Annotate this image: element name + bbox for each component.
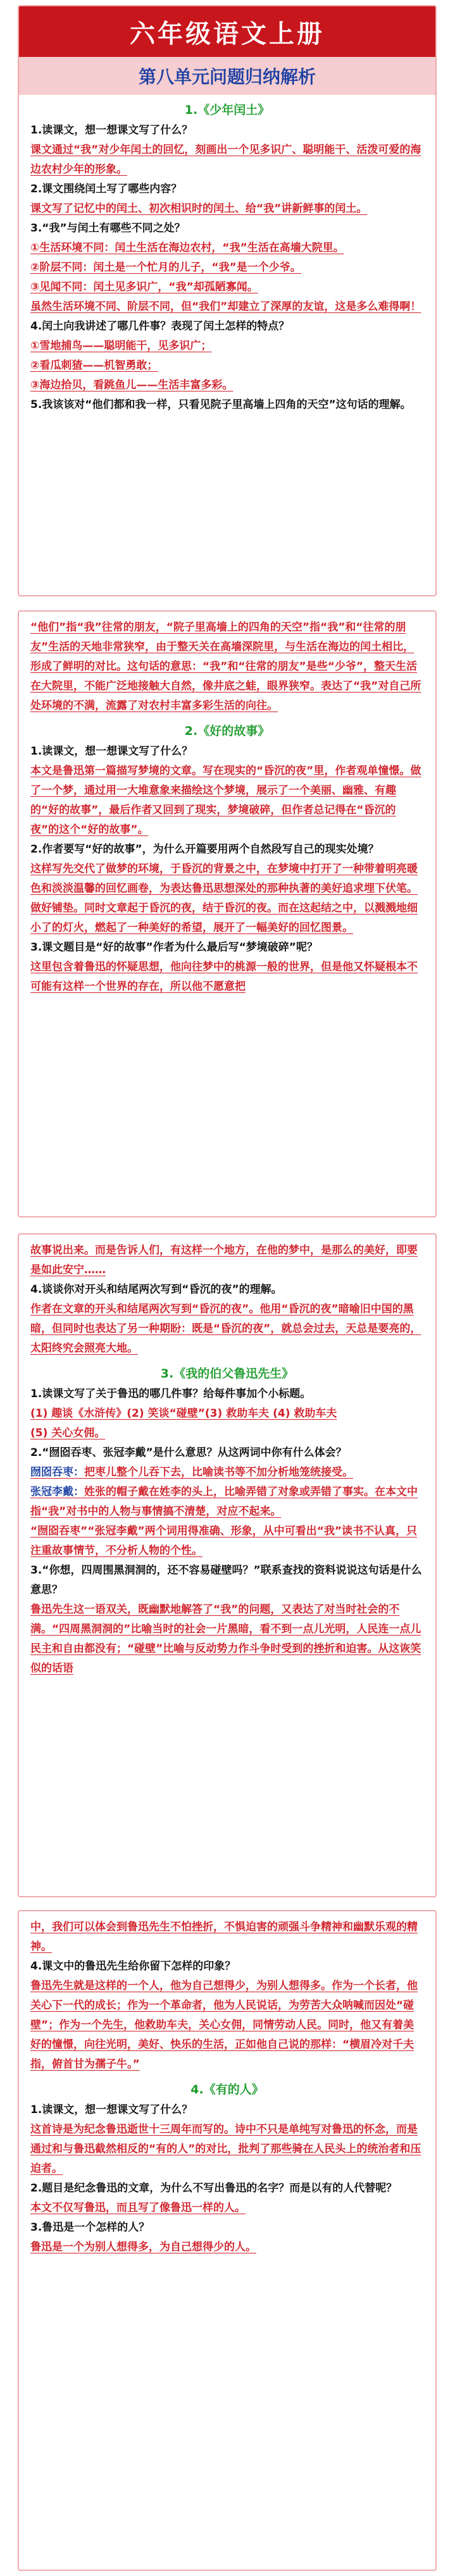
answer: ②看瓜刺猹——机智勇敢；: [30, 359, 158, 372]
question: 3.“你想，四周围黑洞洞的，还不容易碰壁吗？”联系查找的资料说说这句话是什么意思？: [30, 1564, 422, 1596]
term-definition: 姓张的帽子戴在姓李的头上，比喻弄错了对象或弄错了事实。在本文中指“我”对书中的人物与事情搞不清楚，对应不起来。: [30, 1486, 418, 1518]
question: 5.我该该对“他们都和我一样，只看见院子里高墙上四角的天空”这句话的理解。: [30, 398, 411, 411]
section-heading-3: 3.《我的伯父鲁迅先生》: [160, 1367, 294, 1381]
term-definition: 把枣儿整个儿吞下去，比喻读书等不加分析地笼统接受。: [84, 1466, 353, 1479]
question: 4.课文中的鲁迅先生给你留下怎样的印象？: [30, 1960, 236, 1973]
title-banner: [19, 6, 435, 57]
answer: 这样写先交代了做梦的环境，于昏沉的背景之中，在梦境中打开了一种带着明亮暖色和淡淡温馨的回忆画卷，为表达鲁迅思想深处的那种执著的美好追求埋下伏笔。做好铺垫。同时文章起于昏沉的夜，结于昏沉的夜。而在这起结之中，以溅溅地细小了的灯火，燃起了一种美好的希望，展开了一幅美好的回忆图景。: [30, 863, 418, 934]
answer: 鲁迅是一个为别人想得多，为自己想得少的人。: [30, 2241, 256, 2253]
answer: 本文是鲁迅第一篇描写梦境的文章。写在现实的“昏沉的夜”里，作者观单憧憬。做了一个梦，通过用一大堆意象来描绘这个梦境，展示了一个美丽、幽雅、有趣的“好的故事”，最后作者又回到了现实，梦境破碎，但作者总记得在“昏沉的夜”的这个“好的故事”。: [30, 765, 421, 836]
answer: 课文通过“我”对少年闰土的回忆，刻画出一个见多识广、聪明能干、活泼可爱的海边农村少年的形象。: [30, 144, 421, 176]
question: 2.课文围绕闰土写了哪些内容？: [30, 183, 182, 195]
answer: [30, 1482, 424, 1522]
question: 1.读课文，想一想课文写了什么？: [30, 745, 193, 758]
answer: [30, 1463, 424, 1482]
answer: 本文不仅写鲁迅，而且写了像鲁迅一样的人。: [30, 2202, 246, 2214]
card-3: [18, 1233, 437, 1897]
answer: 鲁迅先生这一语双关，既幽默地解答了“我”的问题，又表达了对当时社会的不满。“四周黑洞洞的”比喻当时的社会一片黑暗，看不到一点儿光明，人民连一点儿民主和自由都没有；“碰壁”比喻与反动势力作斗争时受到的挫折和迫害。从这诙笑似的话语: [30, 1603, 421, 1675]
question: 1.读课文写了关于鲁迅的哪几件事？给每件事加个小标题。: [30, 1388, 311, 1400]
card-1: [18, 5, 437, 596]
answer: (5) 关心女佣。: [30, 1427, 106, 1439]
answer: 课文写了记忆中的闰土、初次相识时的闰土、给“我”讲新鲜事的闰土。: [30, 202, 368, 215]
question: 3.“我”与闰土有哪些不同之处？: [30, 222, 185, 235]
section-heading-4: 4.《有的人》: [190, 2083, 264, 2097]
answer: 虽然生活环境不同、阶层不同，但“我们”却建立了深厚的友谊，这是多么难得啊！: [30, 300, 421, 313]
question: 2.作者要写“好的故事”，为什么开篇要用两个自然段写自己的现实处境？: [30, 843, 379, 856]
card-2: [18, 610, 437, 1217]
answer: “他们”指“我”往常的朋友，“院子里高墙上的四角的天空”指“我”和“往常的朋友”生活的天地非常狭窄，由于整天关在高墙深院里，与生活在海边的闰土相比，形成了鲜明的对比。这句话的意思：“我”和“往常的朋友”是些“少爷”，整天生活在大院里，不能广泛地接触大自然，像井底之蛙，眼界狭窄。表达了“我”对自己所处环境的不满，流露了对农村丰富多彩生活的向往。: [30, 621, 421, 712]
term-label: 张冠李戴：: [30, 1486, 84, 1498]
answer: 中，我们可以体会到鲁迅先生不怕挫折，不惧迫害的顽强斗争精神和幽默乐观的精神。: [30, 1921, 418, 1953]
subtitle-bar: [19, 57, 435, 95]
question: 1.读课文，想一想课文写了什么？: [30, 124, 193, 137]
answer: ③见闻不同：闰土见多识广，“我”却孤陋寡闻。: [30, 281, 258, 293]
question: 3.课文题目是“好的故事”作者为什么最后写“梦境破碎”呢？: [30, 941, 318, 954]
question: 4.谈谈你对开头和结尾两次写到“昏沉的夜”的理解。: [30, 1283, 282, 1296]
answer: 故事说出来。而是告诉人们，有这样一个地方，在他的梦中，是那么的美好，即要是如此安宁……: [30, 1244, 418, 1276]
section-heading-2: 2.《好的故事》: [184, 724, 270, 738]
question: 2.“囫囵吞枣、张冠李戴”是什么意思？从这两词中你有什么体会？: [30, 1446, 347, 1459]
question: 1.读课文，想一想课文写了什么？: [30, 2104, 193, 2116]
section-heading-1: 1.《少年闰土》: [184, 103, 270, 117]
answer: 这里包含着鲁迅的怀疑思想，他向往梦中的桃源一般的世界，但是他又怀疑根本不可能有这样一个世界的存在，所以他不愿意把: [30, 961, 418, 993]
answer: (1) 趣谈《水浒传》(2) 笑谈“碰壁”(3) 救助车夫 (4) 救助车夫: [30, 1407, 337, 1420]
answer: ②阶层不同：闰土是一个忙月的儿子，“我”是一个少爷。: [30, 261, 301, 274]
term-label: 囫囵吞枣：: [30, 1466, 84, 1479]
question: 4.闰土向我讲述了哪几件事？表现了闰土怎样的特点？: [30, 320, 290, 333]
answer: “囫囵吞枣”“张冠李戴”两个词用得准确、形象，从中可看出“我”读书不认真，只注重故事情节，不分析人物的个性。: [30, 1525, 418, 1557]
answer: 鲁迅先生就是这样的一个人，他为自己想得少，为别人想得多。作为一个长者，他关心下一代的成长；作为一个革命者，他为人民说话，为劳苦大众呐喊而因处“碰壁”；作为一个先生，他救助车夫，关心女佣，同情劳动人民。同时，他又有着美好的憧憬，向往光明，美好、快乐的生活，正如他自己说的那样：“横眉冷对千夫指，俯首甘为孺子牛。”: [30, 1980, 418, 2071]
page-title: 六年级语文上册: [130, 19, 325, 49]
answer: 作者在文章的开头和结尾两次写到“昏沉的夜”。他用“昏沉的夜”暗喻旧中国的黑暗，但同时也表达了另一种期盼：既是“昏沉的夜”，就总会过去，天总是要亮的，太阳终究会照亮大地。: [30, 1303, 421, 1355]
card-4: [18, 1910, 437, 2571]
page-subtitle: 第八单元问题归纳解析: [138, 66, 316, 87]
question: 2.题目是纪念鲁迅的文章，为什么不写出鲁迅的名字？而是以有的人代替呢？: [30, 2182, 397, 2195]
answer: ③海边拾贝，看跳鱼儿——生活丰富多彩。: [30, 379, 234, 391]
answer: 这首诗是为纪念鲁迅逝世十三周年而写的。诗中不只是单纯写对鲁迅的怀念，而是通过和与鲁迅截然相反的“有的人”的对比，批判了那些骑在人民头上的统治者和压迫者。: [30, 2123, 421, 2175]
answer: ①生活环境不同：闰土生活在海边农村，“我”生活在高墙大院里。: [30, 242, 344, 254]
answer: ①雪地捕鸟——聪明能干，见多识广；: [30, 340, 212, 352]
question: 3.鲁迅是一个怎样的人？: [30, 2221, 150, 2234]
